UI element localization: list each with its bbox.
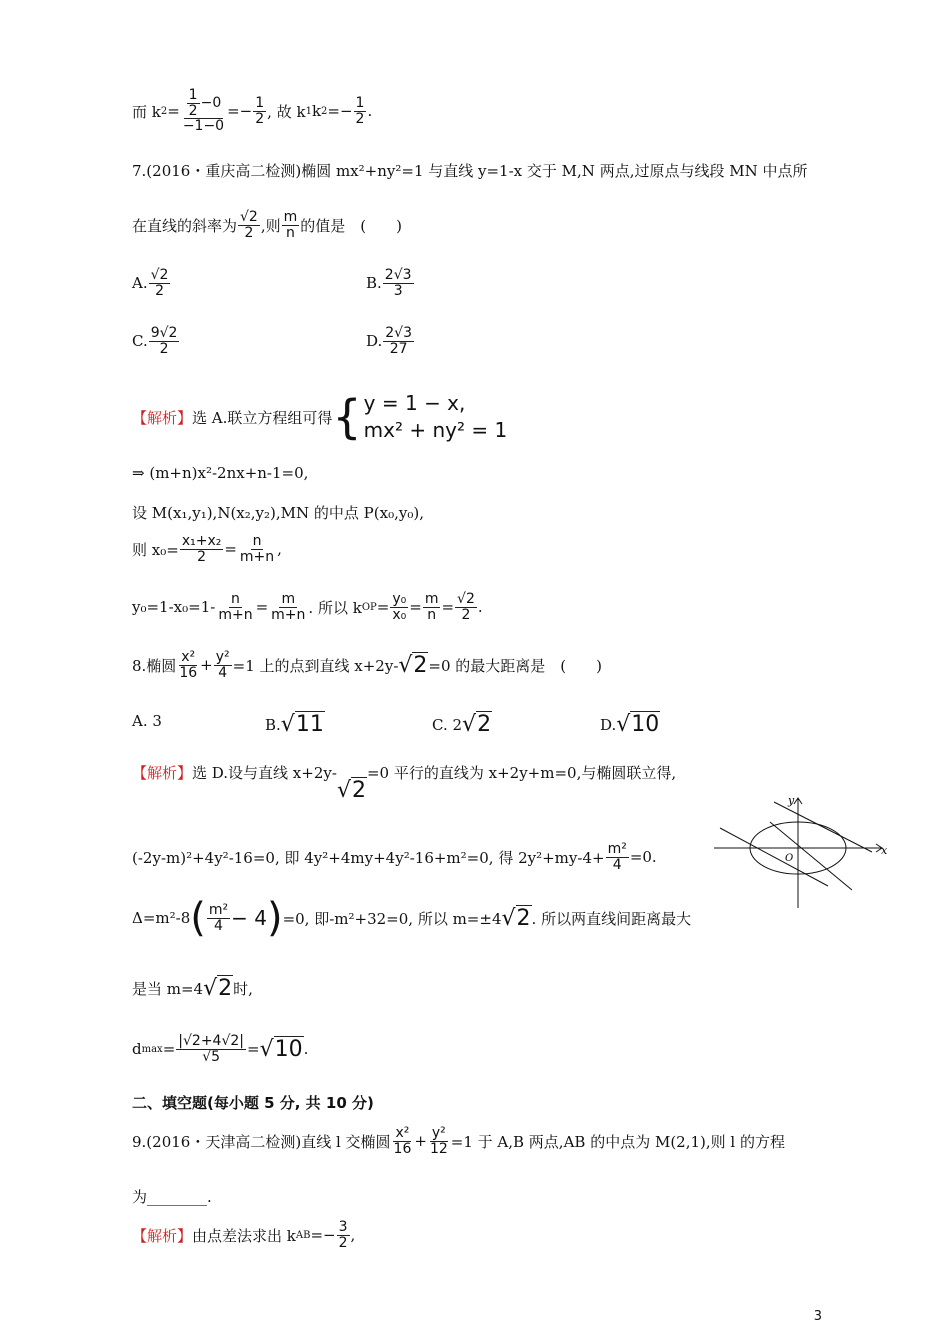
fraction xyxy=(253,96,266,126)
question-7-line-1 xyxy=(132,160,807,181)
solution-8-line-2 xyxy=(132,842,657,872)
text: = xyxy=(167,102,180,121)
solution-tag: 【解析】 xyxy=(132,408,193,427)
numerator: √2 xyxy=(457,591,475,607)
text: = xyxy=(224,540,237,559)
radicand: 10 xyxy=(274,1036,303,1062)
denominator: 2 xyxy=(355,110,365,127)
numerator: 1 xyxy=(355,94,365,111)
numerator: x² xyxy=(395,1125,410,1141)
numerator: 2√3 xyxy=(385,325,413,341)
denominator: n xyxy=(427,606,437,623)
radicand: 11 xyxy=(295,712,324,737)
subscript: OP xyxy=(361,601,377,613)
text: 为________. xyxy=(132,1188,212,1206)
option-label: A. xyxy=(132,274,148,293)
solution-8-line-3: Δ=m²-8 ( $\frac{\text{m²}}{4}$ − 4 ) =0, 即-m²+32=0, 所以 m=±4 √2 . 所以两直线间距离最大 xyxy=(132,895,692,941)
text: 设 M(x₁,y₁),N(x₂,y₂),MN 的中点 P(x₀,y₀), xyxy=(132,504,424,522)
fraction xyxy=(282,210,300,240)
fraction xyxy=(176,1034,246,1064)
denominator: 4 xyxy=(612,856,622,873)
square-root: √2 xyxy=(203,976,233,1001)
option-label: D. xyxy=(600,715,617,734)
numerator: 1 xyxy=(188,87,198,103)
radicand: 2 xyxy=(516,905,531,931)
option-label: B. xyxy=(366,274,382,293)
numerator: 1 xyxy=(255,94,265,111)
text: =0 的最大距离是 ( ) xyxy=(428,656,603,675)
denominator: 2 xyxy=(244,224,254,241)
text: k xyxy=(311,102,322,121)
fraction xyxy=(180,534,224,564)
square-root: √10 xyxy=(259,1036,303,1062)
fraction xyxy=(216,592,254,622)
denominator: 2 xyxy=(255,110,265,127)
square-root: √2 xyxy=(462,712,492,737)
fraction xyxy=(149,326,180,356)
fraction xyxy=(383,268,414,298)
text: = xyxy=(255,598,269,617)
text: 的值是 ( ) xyxy=(300,216,402,235)
denominator: √5 xyxy=(202,1048,221,1065)
text: . xyxy=(367,102,373,121)
ellipse-figure xyxy=(712,790,892,914)
radicand: 2 xyxy=(413,652,428,678)
subscript: max xyxy=(141,1043,163,1055)
numerator: m xyxy=(281,591,296,607)
text: ⇒ (m+n)x²-2nx+n-1=0, xyxy=(132,464,309,482)
numerator: m² xyxy=(208,901,229,918)
solution-line-k2 xyxy=(132,88,372,134)
fraction xyxy=(428,1126,450,1156)
fraction xyxy=(207,903,230,933)
text: + xyxy=(414,1132,427,1151)
origin-label: O xyxy=(785,853,794,864)
text: ,则 xyxy=(260,216,281,235)
fraction xyxy=(606,842,629,872)
question-7-line-2 xyxy=(132,210,402,240)
text: = xyxy=(376,598,390,617)
text: , xyxy=(277,540,282,559)
option-a xyxy=(132,268,171,298)
text: = xyxy=(409,598,422,617)
square-root: √2 xyxy=(398,652,428,678)
equation-system: { y = 1 − x, mx² + ny² = 1 xyxy=(332,390,508,444)
fraction xyxy=(390,592,408,622)
fraction xyxy=(149,268,171,298)
text: , xyxy=(350,1226,356,1245)
text: =1 上的点到直线 x+2y- xyxy=(232,656,399,675)
text: −0 xyxy=(200,95,222,112)
denominator: 2 xyxy=(155,282,164,299)
radicand: 2 xyxy=(351,778,366,803)
page-number: 3 xyxy=(813,1309,822,1324)
option-d xyxy=(600,712,660,737)
denominator: 3 xyxy=(393,282,403,299)
subscript: 1 xyxy=(305,105,312,117)
denominator: 2 xyxy=(188,102,198,119)
text: Δ=m²-8 xyxy=(132,909,191,927)
solution-7-line-c xyxy=(132,534,282,564)
radicand: 2 xyxy=(477,712,492,737)
text: 而 k xyxy=(132,102,161,121)
numerator: 2√3 xyxy=(384,267,412,283)
fraction xyxy=(337,1220,350,1250)
denominator: 16 xyxy=(393,1140,412,1157)
fraction xyxy=(455,592,477,622)
option-label: D. xyxy=(366,332,383,351)
solution-7-line-d xyxy=(132,592,483,622)
numerator: n xyxy=(231,591,240,607)
text: . xyxy=(477,598,483,617)
solution-9 xyxy=(132,1220,355,1250)
solution-tag: 【解析】 xyxy=(132,764,193,782)
solution-8-line-5 xyxy=(132,1034,308,1064)
denominator: 12 xyxy=(429,1140,448,1157)
denominator: 2 xyxy=(338,1234,348,1251)
numerator: √2 xyxy=(150,267,169,283)
text: . 所以 k xyxy=(308,598,362,617)
text: =− xyxy=(310,1226,336,1245)
text: − 4 xyxy=(231,906,267,930)
text: y₀=1-x₀=1- xyxy=(132,598,216,617)
x-label: x xyxy=(881,844,888,857)
text: + xyxy=(200,656,213,675)
given-line xyxy=(770,822,852,890)
section-heading xyxy=(132,1092,374,1113)
question-9 xyxy=(132,1126,785,1156)
numerator: y² xyxy=(431,1125,446,1141)
numerator: y² xyxy=(215,649,230,665)
option-c xyxy=(432,712,492,737)
text: = xyxy=(247,1040,260,1059)
equation-row: mx² + ny² = 1 xyxy=(363,418,508,442)
text: (-2y-m)²+4y²-16=0, 即 4y²+4my+4y²-16+m²=0, 得 2y²+my-4+ xyxy=(132,848,605,867)
denominator: 4 xyxy=(214,917,223,934)
denominator: m+n xyxy=(218,606,253,623)
text: 选 A.联立方程组可得 xyxy=(192,408,333,427)
text: 选 D.设与直线 x+2y- xyxy=(192,764,337,782)
numerator: y₀ xyxy=(392,591,407,607)
numerator: √2 xyxy=(240,209,258,225)
denominator: n xyxy=(286,224,295,241)
option-label: A. 3 xyxy=(132,712,162,730)
fraction xyxy=(269,592,307,622)
solution-7-line-b xyxy=(132,502,424,523)
fraction xyxy=(383,326,414,356)
denominator: 16 xyxy=(179,664,198,681)
option-d xyxy=(366,326,415,356)
text: =1 于 A,B 两点,AB 的中点为 M(2,1),则 l 的方程 xyxy=(450,1132,785,1151)
y-label: y xyxy=(788,794,795,807)
text: . xyxy=(303,1040,309,1059)
denominator: 2 xyxy=(461,606,471,623)
fraction xyxy=(392,1126,414,1156)
square-root: √2 xyxy=(336,778,366,803)
numerator: 9√2 xyxy=(150,325,178,341)
fraction xyxy=(214,650,232,680)
numerator: x₁+x₂ xyxy=(181,533,222,549)
numerator: n xyxy=(252,533,262,549)
denominator: −1−0 xyxy=(182,118,225,135)
option-label: B. xyxy=(265,715,281,734)
fraction xyxy=(177,650,199,680)
option-a xyxy=(132,712,162,730)
solution-8-line-1 xyxy=(132,760,677,803)
text: =0 平行的直线为 x+2y+m=0,与椭圆联立得, xyxy=(366,764,677,782)
fraction xyxy=(423,592,441,622)
numerator: m xyxy=(424,591,439,607)
text: =0, 即-m²+32=0, 所以 m=±4 xyxy=(282,909,502,928)
numerator: m xyxy=(283,209,298,225)
text: 时, xyxy=(233,980,253,998)
option-c xyxy=(132,326,180,356)
text: =0. xyxy=(629,848,657,867)
square-root: √2 xyxy=(501,905,531,931)
subscript: 2 xyxy=(160,105,168,117)
fraction xyxy=(238,210,260,240)
option-b xyxy=(265,712,325,737)
text: = xyxy=(441,598,455,617)
subscript: AB xyxy=(295,1229,311,1241)
text: 则 x₀= xyxy=(132,540,179,559)
solution-7-line-a xyxy=(132,464,308,482)
question-9-blank xyxy=(132,1186,212,1207)
text: . 所以两直线间距离最大 xyxy=(531,909,692,928)
text: 在直线的斜率为 xyxy=(132,216,238,235)
denominator: 27 xyxy=(389,340,408,357)
text: , 故 k xyxy=(267,102,306,121)
numerator: |√2+4√2| xyxy=(178,1033,245,1049)
section-title: 二、填空题(每小题 5 分, 共 10 分) xyxy=(132,1094,374,1112)
subscript: 2 xyxy=(321,105,328,117)
solution-7-system xyxy=(132,390,507,444)
radicand: 2 xyxy=(218,976,233,1001)
radicand: 10 xyxy=(631,712,660,737)
denominator: x₀ xyxy=(392,606,407,623)
option-b xyxy=(366,268,415,298)
numerator: m² xyxy=(607,841,627,857)
text: = xyxy=(162,1040,176,1059)
text: =− xyxy=(227,102,253,121)
text: 由点差法求出 k xyxy=(192,1226,296,1245)
solution-tag: 【解析】 xyxy=(132,1226,193,1245)
square-root: √11 xyxy=(280,712,324,737)
text: 是当 m=4 xyxy=(132,980,204,998)
text: d xyxy=(132,1040,142,1059)
text: =− xyxy=(327,102,353,121)
question-8 xyxy=(132,650,602,680)
fraction xyxy=(238,534,276,564)
fraction xyxy=(354,96,367,126)
text: 8.椭圆 xyxy=(132,656,177,675)
denominator: m+n xyxy=(239,548,275,565)
denominator: m+n xyxy=(271,606,306,623)
text: 9.(2016・天津高二检测)直线 l 交椭圆 xyxy=(132,1132,391,1151)
denominator: 2 xyxy=(197,548,207,565)
question-text: 7.(2016・重庆高二检测)椭圆 mx²+ny²=1 与直线 y=1-x 交于 M,N 两点,过原点与线段 MN 中点所 xyxy=(132,162,808,180)
tangent-line-1 xyxy=(774,802,872,852)
equation-row: y = 1 − x, xyxy=(363,391,466,415)
numerator: x² xyxy=(181,649,196,665)
numerator: 3 xyxy=(338,1219,348,1235)
solution-8-line-4 xyxy=(132,976,253,1001)
option-label: C. 2 xyxy=(432,715,463,734)
denominator: 4 xyxy=(218,664,228,681)
denominator: 2 xyxy=(159,340,169,357)
square-root: √10 xyxy=(616,712,660,737)
option-label: C. xyxy=(132,332,148,351)
fraction xyxy=(181,88,226,134)
